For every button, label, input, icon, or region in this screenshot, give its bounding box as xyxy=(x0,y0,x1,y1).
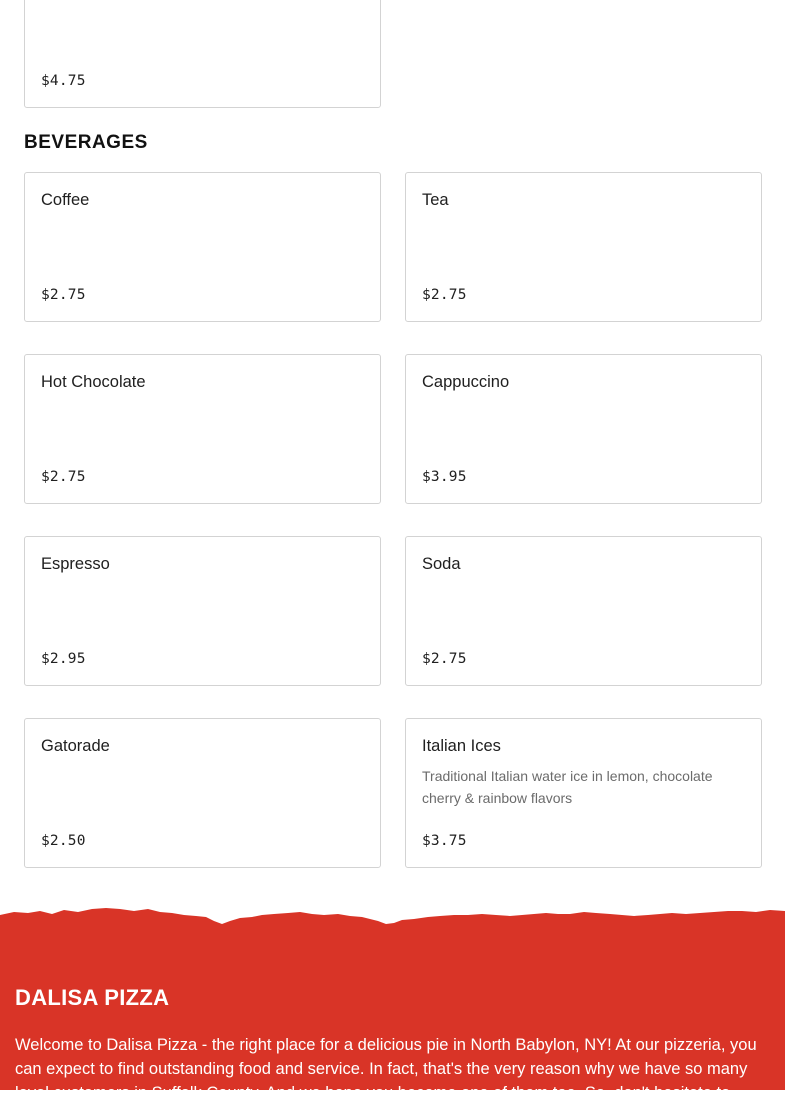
menu-item-price: $2.50 xyxy=(41,833,86,849)
menu-item-name: Espresso xyxy=(41,555,110,573)
footer-title: DALISA PIZZA xyxy=(15,985,170,1010)
menu-item-name: Gatorade xyxy=(41,737,110,755)
menu-item-gatorade[interactable] xyxy=(24,718,381,868)
menu-item-name: Italian Ices xyxy=(422,737,501,755)
menu-item-price: $2.95 xyxy=(41,651,86,667)
menu-item-name: Cappuccino xyxy=(422,373,510,391)
menu-item-name: Tea xyxy=(422,191,449,209)
menu-item-tea[interactable] xyxy=(405,172,762,322)
menu-item-name: Coffee xyxy=(41,191,90,209)
menu-item-cappuccino[interactable] xyxy=(405,354,762,504)
menu-item-price: $2.75 xyxy=(41,287,86,303)
menu-item-name: Soda xyxy=(422,555,461,573)
menu-item-price: $2.75 xyxy=(41,469,86,485)
menu-item-name: Hot Chocolate xyxy=(41,373,146,391)
menu-item-price: $2.75 xyxy=(422,287,467,303)
menu-item-hot-chocolate[interactable] xyxy=(24,354,381,504)
menu-item-price: $2.75 xyxy=(422,651,467,667)
menu-item-espresso[interactable] xyxy=(24,536,381,686)
section-title-beverages: BEVERAGES xyxy=(24,132,148,153)
menu-item-card[interactable] xyxy=(24,0,381,108)
menu-item-coffee[interactable] xyxy=(24,172,381,322)
menu-item-price: $3.75 xyxy=(422,833,467,849)
menu-item-soda[interactable] xyxy=(405,536,762,686)
menu-item-description: Traditional Italian water ice in lemon, chocolate cherry & rainbow flavors xyxy=(422,768,713,806)
footer-description: Welcome to Dalisa Pizza - the right place for a delicious pie in North Babylon, NY! At our pizzeria, you can expect to find outstanding food and service. In fact, that's the very reason why we have so many loyal customers in Suffolk County. And we hope you become one of them too. So, don't hesitate to xyxy=(15,1036,757,1102)
menu-item-italian-ices[interactable] xyxy=(405,718,762,868)
menu-item-price: $3.95 xyxy=(422,469,467,485)
menu-item-price: $4.75 xyxy=(41,73,86,89)
footer xyxy=(0,905,785,1102)
